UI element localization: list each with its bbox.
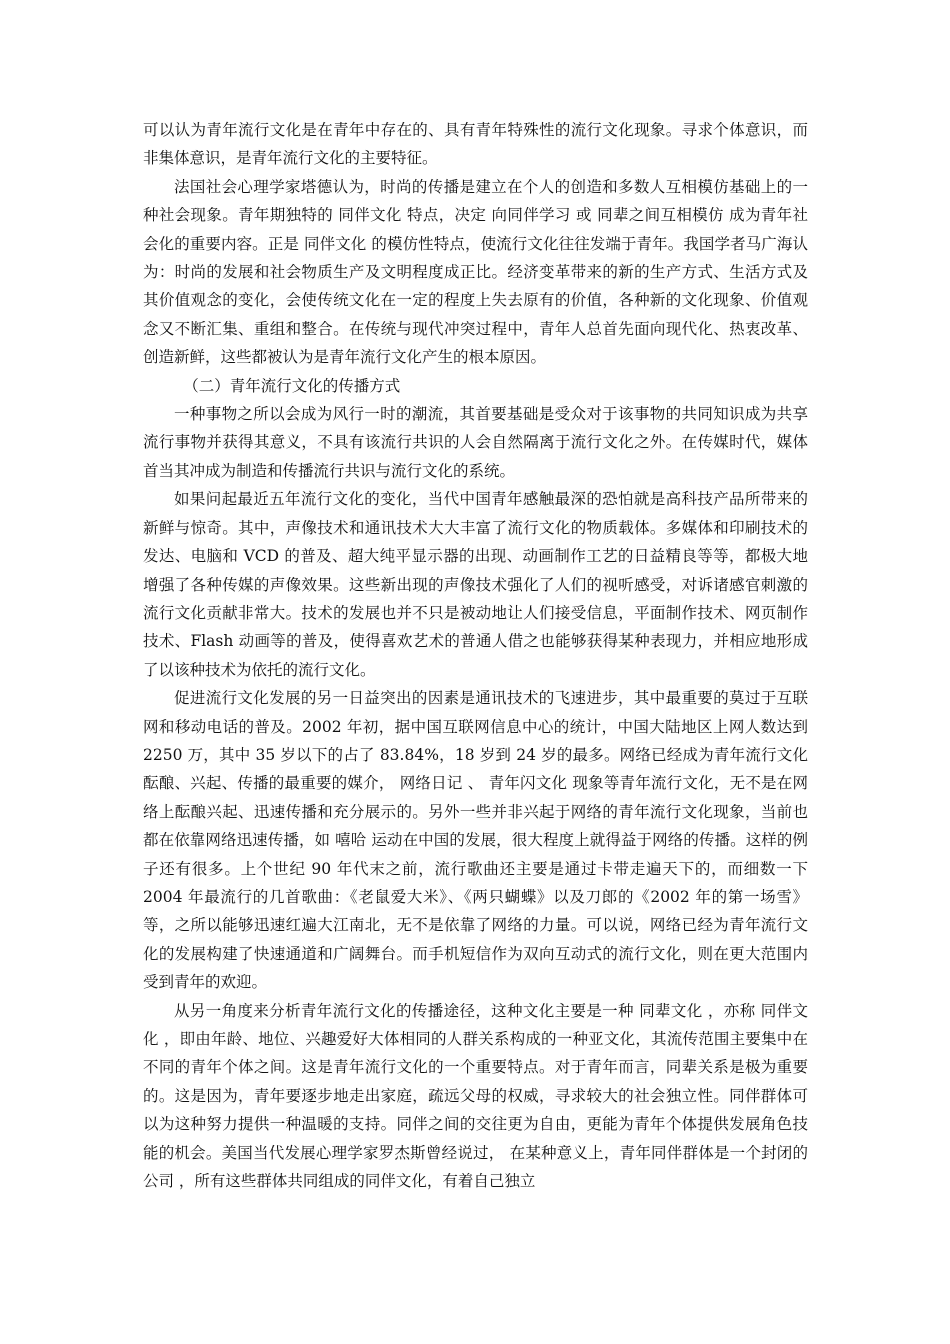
paragraph-4: 如果问起最近五年流行文化的变化，当代中国青年感触最深的恐怕就是高科技产品所带来的新鲜与惊奇。其中，声像技术和通讯技术大大丰富了流行文化的物质载体。多媒体和印刷技术的发达、电脑和 VCD 的普及、超大纯平显示器的出现、动画制作工艺的日益精良等等，都极大地增强了各种传媒的声像效果。这些新出现的声像技术强化了人们的视听感受，对诉诸感官刺激的流行文化贡献非常大。技术的发展也并不只是被动地让人们接受信息，平面制作技术、网页制作技术、Flash 动画等的普及，使得喜欢艺术的普通人借之也能够获得某种表现力，并相应地形成了以该种技术为依托的流行文化。: [143, 490, 808, 679]
paragraph-1: 可以认为青年流行文化是在青年中存在的、具有青年特殊性的流行文化现象。寻求个体意识，而非集体意识，是青年流行文化的主要特征。: [143, 121, 808, 168]
paragraph-3: 一种事物之所以会成为风行一时的潮流，其首要基础是受众对于该事物的共同知识成为共享流行事物并获得其意义，不具有该流行共识的人会自然隔离于流行文化之外。在传媒时代，媒体首当其冲成为制造和传播流行共识与流行文化的系统。: [143, 405, 808, 480]
paragraph-5: 促进流行文化发展的另一日益突出的因素是通讯技术的飞速进步，其中最重要的莫过于互联网和移动电话的普及。2002 年初，据中国互联网信息中心的统计，中国大陆地区上网人数达到 2250 万，其中 35 岁以下的占了 83.84%，18 岁到 24 岁的最多。网络已经成为青年流行文化酝酿、兴起、传播的最重要的媒介， 网络日记 、 青年闪文化 现象等青年流行文化，无不是在网络上酝酿兴起、迅速传播和充分展示的。另外一些并非兴起于网络的青年流行文化现象，当前也都在依靠网络迅速传播，如 嘻哈 运动在中国的发展，很大程度上就得益于网络的传播。这样的例子还有很多。上个世纪 90 年代末之前，流行歌曲还主要是通过卡带走遍天下的，而细数一下 2004 年最流行的几首歌曲：《老鼠爱大米》、《两只蝴蝶》以及刀郎的《2002 年的第一场雪》等，之所以能够迅速红遍大江南北，无不是依靠了网络的力量。可以说，网络已经为青年流行文化的发展构建了快速通道和广阔舞台。而手机短信作为双向互动式的流行文化，则在更大范围内受到青年的欢迎。: [143, 689, 808, 992]
paragraph-2: 法国社会心理学家塔德认为，时尚的传播是建立在个人的创造和多数人互相模仿基础上的一种社会现象。青年期独特的 同伴文化 特点，决定 向同伴学习 或 同辈之间互相模仿 成为青年社会化的重要内容。正是 同伴文化 的模仿性特点，使流行文化往往发端于青年。我国学者马广海认为：时尚的发展和社会物质生产及文明程度成正比。经济变革带来的新的生产方式、生活方式及其价值观念的变化，会使传统文化在一定的程度上失去原有的价值，各种新的文化现象、价值观念又不断汇集、重组和整合。在传统与现代冲突过程中，青年人总首先面向现代化、热衷改革、创造新鲜，这些都被认为是青年流行文化产生的根本原因。: [143, 177, 808, 367]
document-page: [143, 116, 808, 1195]
section-heading: （二）青年流行文化的传播方式: [183, 376, 401, 395]
paragraph-6: 从另一角度来分析青年流行文化的传播途径，这种文化主要是一种 同辈文化 ，亦称 同伴文化 ，即由年龄、地位、兴趣爱好大体相同的人群关系构成的一种亚文化，其流传范围主要集中在不同的青年个体之间。这是青年流行文化的一个重要特点。对于青年而言，同辈关系是极为重要的。这是因为，青年要逐步地走出家庭，疏远父母的权威，寻求较大的社会独立性。同伴群体可以为这种努力提供一种温暖的支持。同伴之间的交往更为自由，更能为青年个体提供发展角色技能的机会。美国当代发展心理学家罗杰斯曾经说过， 在某种意义上，青年同伴群体是一个封闭的公司 ，所有这些群体共同组成的同伴文化，有着自己独立: [143, 1001, 808, 1191]
